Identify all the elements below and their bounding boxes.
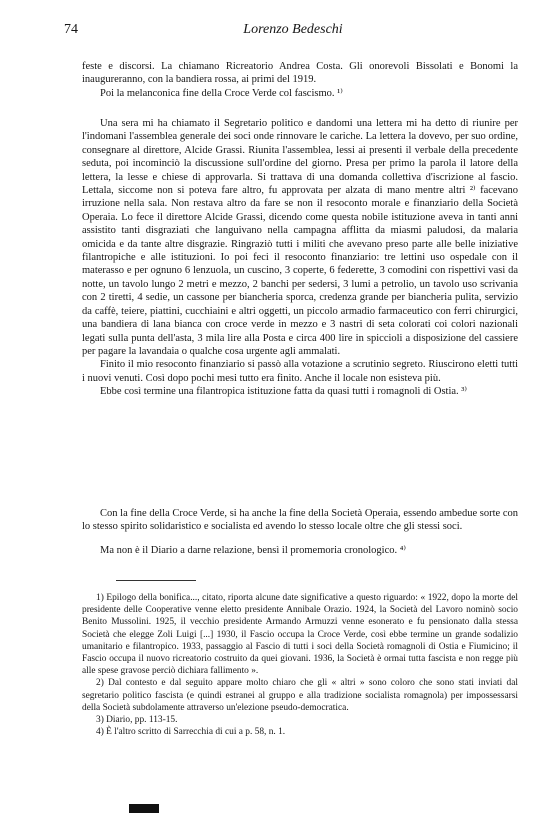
paragraph: Una sera mi ha chiamato il Segretario politico e dandomi una lettera mi ha detto di riunire per l'indomani l'assemblea generale dei soci onde rinnovare le cariche. La lettera la dovevo, per suo ordine, consegnare al direttore, Alcide Grassi. Riunita l'assemblea, lessi ai presenti il verbale della precedente seduta, poi incominciò la discussione sull'ordine del giorno. Presa per primo la parola il latore della lettera, la lesse e chiese di approvarla. Si trattava di una domanda collettiva d'iscrizione al fascio. Lettala, siccome non si poteva fare altro, fu approvata per alzata di mano mentre altri ²⁾ facevano irruzione nella sala. Non restava altro da fare se non il resoconto morale e finanziario della Società Operaia. Lo fece il direttore Alcide Grassi, dicendo come questa nobile istituzione aveva in tanti anni assistito tanti disgraziati che languivano nella campagna afflitta da miasmi paludosi, da malaria omicida e da tante altre disgrazie. Ringraziò tutti i militi che avevano preso parte alle belle iniziative filantropiche e alle istituzioni. Io poi feci il resoconto finanziario: tre lettini uso ospedale con il materasso e per ognuno 6 lenzuola, un cuscino, 3 coperte, 6 federette, 3 comodini con rispettivi vasi da notte, un tavolo lungo 2 metri e mezzo, 2 banchi per sedersi, 3 lumi a petrolio, un tavolo uso scrivania con 2 tiretti, 4 sedie, un cassone per biancheria sporca, credenza grande per biancheria pulita, servizio da caffè, teiere, piattini, cucchiaini e altri oggetti, un piccolo armadio farmaceutico con ferri chirurgici, una bandiera di lana bianca con croce verde in mezzo e 3 nastri di seta colorati coi colori nazionali legati sulla punta dell'asta, 3 mila lire alla Posta e circa 400 lire in spiccioli a disposizione del cassiere per pagare la lavandaia o qualche cosa urgente agli ammalati. — [82, 118, 518, 357]
redaction-mark — [129, 804, 159, 813]
footnote: 3) Diario, pp. 113-15. — [96, 715, 178, 726]
footnote: 2) Dal contesto e dal seguito appare molto chiaro che gli « altri » sono coloro che sono stati inviati dal segretario politico fascista (e quindi estranei al gruppo e alla tradizione socialista romagnola) per impossessarsi della Società subdolamente attraverso un'elezione pseudo-democratica. — [82, 678, 518, 713]
paragraph: Poi la melanconica fine della Croce Verde col fascismo. ¹⁾ — [100, 87, 343, 99]
footnote: 4) È l'altro scritto di Sarrecchia di cui a p. 58, n. 1. — [96, 727, 286, 738]
running-header — [64, 22, 522, 40]
footnote-separator — [116, 580, 196, 581]
paragraph: Ebbe così termine una filantropica istituzione fatta da quasi tutti i romagnoli di Ostia. ³⁾ — [100, 386, 468, 398]
opening-lines — [82, 60, 518, 100]
running-title: Lorenzo Bedeschi — [243, 22, 343, 37]
paragraph: Con la fine della Croce Verde, si ha anche la fine della Società Operaia, essendo ambedue sorte con lo stesso spirito solidaristico e socialista ed avendo lo stesso locale oltre che gli stessi soci. — [82, 507, 518, 532]
paragraph: Ma non è il Diario a darne relazione, bensì il promemoria cronologico. ⁴⁾ — [100, 544, 406, 556]
page-number: 74 — [64, 22, 78, 37]
paragraph: Finito il mio resoconto finanziario si passò alla votazione a scrutinio segreto. Riuscirono eletti tutti i nuovi venuti. Così dopo pochi mesi tutto era finito. Anche il locale non esisteva più. — [82, 359, 518, 384]
footnotes — [82, 592, 518, 738]
main-text — [82, 117, 518, 399]
closing-text — [82, 496, 518, 568]
footnote: 1) Epilogo della bonifica..., citato, riporta alcune date significative a questo riguardo: « 1922, dopo la morte del presidente delle Cooperative venne eletto presidente Annibale Orazio. 1924, la Società del Lavoro nominò socio Benito Mussolini. 1925, il vecchio presidente Armando Armuzzi venne esonerato e fu pensionato dalla stessa Società che elegge Zoli Luigi [...] 1930, il Fascio occupa la Croce Verde, così ebbe termine un grande sodalizio umanitario e filantropico. 1933, passaggio al Fascio di tutti i soci della Società romagnoli di Ostia e Fiumicino; il Fascio occupa il nuovo ricreatorio costruito da quei giovani. 1936, la Società è ormai tutta fascista e non regge più alle spese gravose perciò dichiara fallimento ». — [82, 593, 518, 677]
paragraph: feste e discorsi. La chiamano Ricreatorio Andrea Costa. Gli onorevoli Bissolati e Bonomi la inaugureranno, con la bandiera rossa, ai primi del 1919. — [82, 61, 518, 86]
